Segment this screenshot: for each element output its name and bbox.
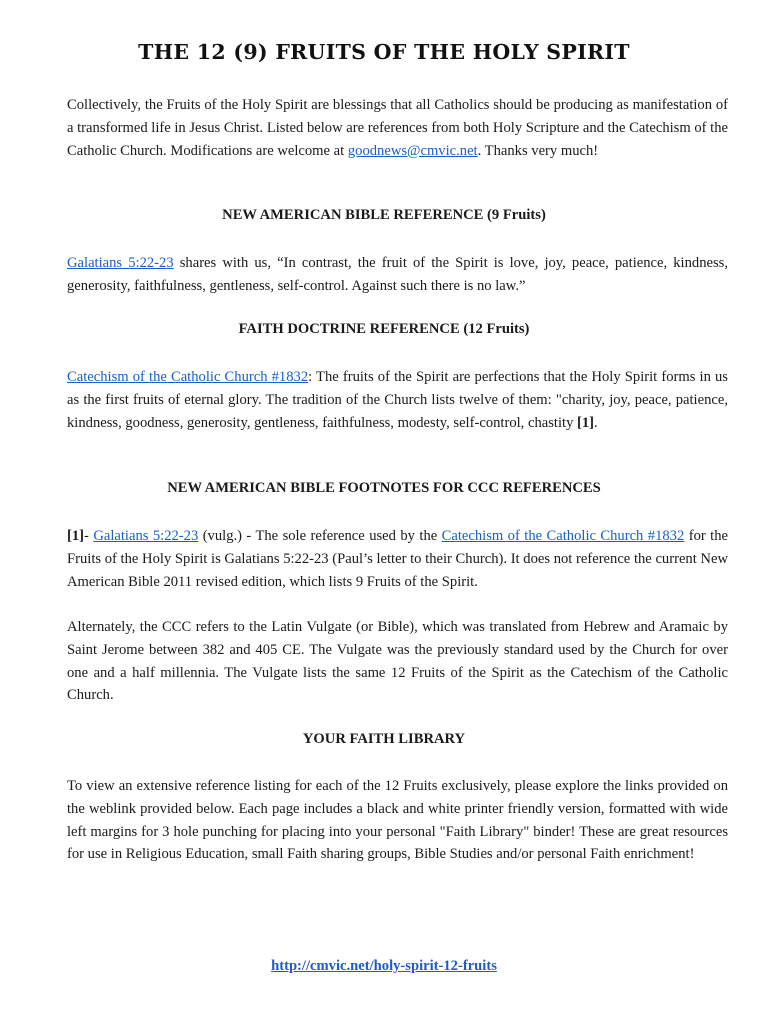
page-title: THE 12 (9) FRUITS OF THE HOLY SPIRIT (138, 40, 630, 64)
ccc-text-end: . (594, 414, 598, 431)
footnote-label: [1] (67, 528, 85, 544)
section-heading-footnotes: NEW AMERICAN BIBLE FOOTNOTES FOR CCC REFERENCES (167, 480, 601, 496)
cmvic-fruits-link[interactable]: http://cmvic.net/holy-spirit-12-fruits (271, 958, 497, 974)
intro-paragraph (67, 94, 728, 162)
footer-link-container (0, 958, 768, 975)
faith-library-paragraph: To view an extensive reference listing for each of the 12 Fruits exclusively, please explore the links provided on the weblink provided below. Each page includes a black and white printer friendly version, formatted with wide left margins for 3 hole punching for placing into your personal "Faith Library" binder! These are great resources for use in Religious Education, small Faith sharing groups, Bible Studies and/or personal Faith enrichment! (67, 778, 728, 863)
galatians-vulg-link[interactable]: Galatians 5:22-23 (93, 528, 199, 544)
nab-paragraph (67, 252, 728, 298)
ccc-paragraph (67, 366, 728, 434)
intro-text-before: Collectively, the Fruits of the Holy Spirit are blessings that all Catholics should be producing as manifestation of a transformed life in Jesus Christ. Listed below are references from both Holy Scripture and the Catechism of the Catholic Church. Modifications are welcome at (67, 97, 728, 159)
section-heading-faith-doctrine: FAITH DOCTRINE REFERENCE (12 Fruits) (238, 321, 530, 337)
vulgate-paragraph: Alternately, the CCC refers to the Latin Vulgate (or Bible), which was translated from Hebrew and Aramaic by Saint Jerome between 382 and 405 CE. The Vulgate was the previously standard used by the Church for over one and a half millennia. The Vulgate lists the same 12 Fruits of the Spirit as the Catechism of the Catholic Church. (67, 619, 728, 704)
footnote-paragraph (67, 525, 728, 593)
footnote-text-2: for the Fruits of the Holy Spirit is Galatians 5:22-23 (Paul’s letter to their Church). It does not reference the current New American Bible 2011 revised edition, which lists 9 Fruits of the Spirit. (67, 528, 728, 590)
catechism-ref-link[interactable]: Catechism of the Catholic Church #1832 (441, 528, 685, 544)
section-heading-nab: NEW AMERICAN BIBLE REFERENCE (9 Fruits) (222, 207, 546, 223)
galatians-link[interactable]: Galatians 5:22-23 (67, 255, 174, 271)
catechism-link[interactable]: Catechism of the Catholic Church #1832 (67, 369, 309, 385)
ccc-text: : The fruits of the Spirit are perfections that the Holy Spirit forms in us as the first fruits of eternal glory. The tradition of the Church lists twelve of them: "charity, joy, peace, patience, kindness, goodness, generosity, gentleness, faithfulness, modesty, self-control, chastity (67, 369, 728, 431)
nab-text: shares with us, “In contrast, the fruit of the Spirit is love, joy, peace, patience, kindness, generosity, faithfulness, gentleness, self-control. Against such there is no law.” (67, 255, 728, 294)
footnote-marker: [1] (577, 414, 595, 431)
intro-text-after: . Thanks very much! (477, 142, 599, 159)
email-link[interactable]: goodnews@cmvic.net (347, 142, 478, 159)
footnote-dash: - (84, 528, 94, 544)
section-heading-faith-library: YOUR FAITH LIBRARY (302, 731, 466, 747)
footnote-text-1: (vulg.) - The sole reference used by the (198, 528, 442, 544)
